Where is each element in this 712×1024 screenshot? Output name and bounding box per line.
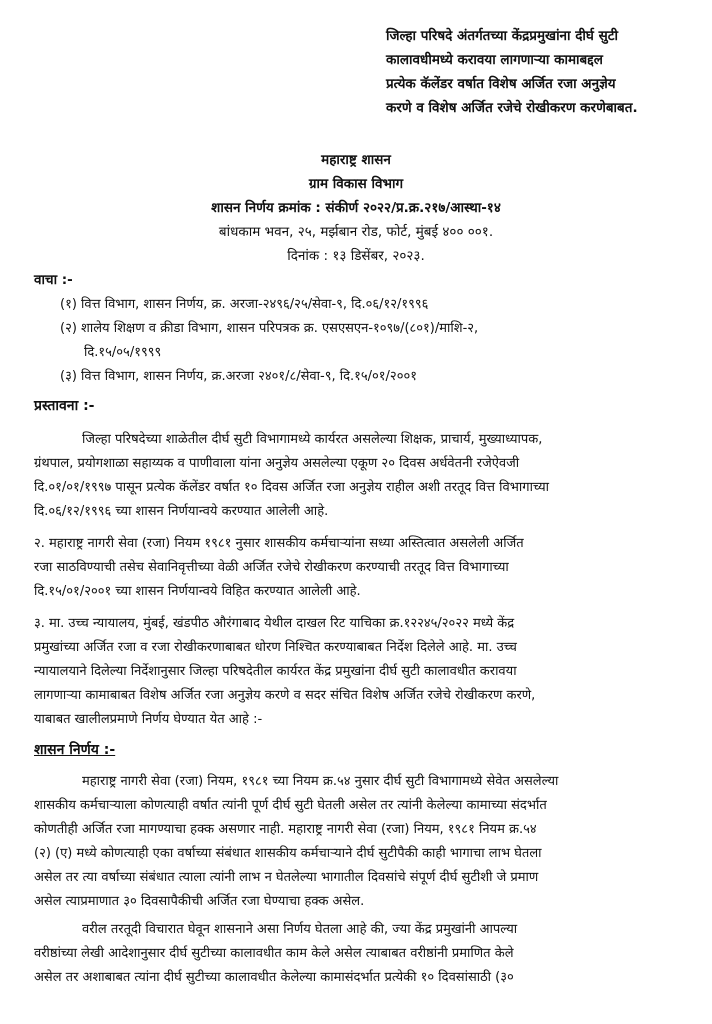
decision-paragraph-1 <box>34 770 684 914</box>
paragraph-line: असेल तर त्या वर्षाच्या संबंधात त्याला त्यांनी लाभ न घेतलेल्या भागातील दिवसांचे संपूर्ण दीर्घ सुटीशी जे प्रमाण <box>34 870 539 885</box>
paragraph-line: वरील तरतूदी विचारात घेवून शासनाने असा निर्णय घेतला आहे की, ज्या केंद्र प्रमुखांनी आपल्या <box>82 922 518 937</box>
subject-line: करणे व विशेष अर्जित रजेचे रोखीकरण करणेबाबत. <box>386 100 638 116</box>
office-address: बांधकाम भवन, २५, मर्झबान रोड, फोर्ट, मुंबई ४०० ००१. <box>218 224 494 240</box>
subject-line: जिल्हा परिषदे अंतर्गतच्या केंद्रप्रमुखांना दीर्घ सुटी <box>386 28 619 44</box>
issue-date: दिनांक : १३ डिसेंबर, २०२३. <box>287 248 425 264</box>
preamble-paragraph-3 <box>34 612 684 732</box>
decision-heading: शासन निर्णय :- <box>34 742 116 758</box>
paragraph-line: २. महाराष्ट्र नागरी सेवा (रजा) नियम १९८१ नुसार शासकीय कर्मचाऱ्यांना सध्या अस्तित्वात असलेली अर्जित <box>34 536 524 551</box>
references-label: वाचा :- <box>34 272 73 288</box>
department-name: ग्राम विकास विभाग <box>308 176 404 192</box>
paragraph-line: याबाबत खालीलप्रमाणे निर्णय घेण्यात येत आहे :- <box>34 712 263 727</box>
paragraph-line: जिल्हा परिषदेच्या शाळेतील दीर्घ सुटी विभागामध्ये कार्यरत असलेल्या शिक्षक, प्राचार्य, मुख्याध्यापक, <box>82 432 543 447</box>
paragraph-line: प्रमुखांच्या अर्जित रजा व रजा रोखीकरणाबाबत धोरण निश्चित करण्याबाबत निर्देश दिलेले आहे. मा. उच्च <box>34 640 517 655</box>
preamble-paragraph-1 <box>34 428 684 524</box>
paragraph-line: दि.०६/१२/१९९६ च्या शासन निर्णयान्वये करण्यात आलेली आहे. <box>34 504 329 519</box>
reference-item: (१) वित्त विभाग, शासन निर्णय, क्र. अरजा-२४९६/२५/सेवा-९, दि.०६/१२/१९९६ <box>60 297 429 312</box>
decision-paragraph-2 <box>34 918 684 990</box>
reference-item: (३) वित्त विभाग, शासन निर्णय, क्र.अरजा २४०१/८/सेवा-९, दि.१५/०१/२००१ <box>60 369 417 384</box>
paragraph-line: असेल तर अशाबाबत त्यांना दीर्घ सुटीच्या कालावधीत केलेल्या कामासंदर्भात प्रत्येकी १० दिवसांसाठी (३० <box>34 970 514 985</box>
reference-item: (२) शालेय शिक्षण व क्रीडा विभाग, शासन परिपत्रक क्र. एसएसएन-१०९७/(८०१)/माशि-२, <box>60 321 479 336</box>
subject-line: कालावधीमध्ये करावया लागणाऱ्या कामाबद्दल <box>386 52 603 68</box>
paragraph-line: रजा साठविण्याची तसेच सेवानिवृत्तीच्या वेळी अर्जित रजेचे रोखीकरण करण्याची तरतूद वित्त विभागाच्या <box>34 560 509 575</box>
paragraph-line: ३. मा. उच्च न्यायालय, मुंबई, खंडपीठ औरंगाबाद येथील दाखल रिट याचिका क्र.१२२४५/२०२२ मध्ये केंद्र <box>34 616 515 631</box>
subject-block <box>386 24 686 120</box>
paragraph-line: न्यायालयाने दिलेल्या निर्देशानुसार जिल्हा परिषदेतील कार्यरत केंद्र प्रमुखांना दीर्घ सुटी कालावधीत करावया <box>34 664 517 679</box>
gr-number: शासन निर्णय क्रमांक : संकीर्ण २०२२/प्र.क्र.२१७/आस्था-१४ <box>211 200 501 216</box>
paragraph-line: (२) (ए) मध्ये कोणत्याही एका वर्षाच्या संबंधात शासकीय कर्मचाऱ्याने दीर्घ सुटीपैकी काही भागाचा लाभ घेतला <box>34 846 542 861</box>
paragraph-line: दि.१५/०१/२००१ च्या शासन निर्णयान्वये विहित करण्यात आलेली आहे. <box>34 584 361 599</box>
paragraph-line: शासकीय कर्मचाऱ्याला कोणत्याही वर्षात त्यांनी पूर्ण दीर्घ सुटी घेतली असेल तर त्यांनी केलेल्या कामाच्या संदर्भात <box>34 798 547 813</box>
paragraph-line: महाराष्ट्र नागरी सेवा (रजा) नियम, १९८१ च्या नियम क्र.५४ नुसार दीर्घ सुटी विभागामध्ये सेवेत असलेल्या <box>82 774 559 789</box>
subject-line: प्रत्येक कॅलेंडर वर्षात विशेष अर्जित रजा अनुज्ञेय <box>386 76 616 92</box>
reference-item-continuation: दि.१५/०५/१९९९ <box>84 345 162 360</box>
preamble-heading: प्रस्तावना :- <box>34 398 95 414</box>
paragraph-line: कोणतीही अर्जित रजा मागण्याचा हक्क असणार नाही. महाराष्ट्र नागरी सेवा (रजा) नियम, १९८१ नियम क्र.५४ <box>34 822 537 837</box>
paragraph-line: असेल त्याप्रमाणात ३० दिवसापैकीची अर्जित रजा घेण्याचा हक्क असेल. <box>34 894 365 909</box>
paragraph-line: लागणाऱ्या कामाबाबत विशेष अर्जित रजा अनुज्ञेय करणे व सदर संचित विशेष अर्जित रजेचे रोखीकरण करणे, <box>34 688 536 703</box>
preamble-paragraph-2 <box>34 532 684 604</box>
paragraph-line: दि.०१/०१/१९९७ पासून प्रत्येक कॅलेंडर वर्षात १० दिवस अर्जित रजा अनुज्ञेय राहील अशी तरतूद वित्त विभागाच्या <box>34 480 550 495</box>
paragraph-line: वरीष्ठांच्या लेखी आदेशानुसार दीर्घ सुटीच्या कालावधीत काम केले असेल त्याबाबत वरीष्ठांनी प्रमाणित केले <box>34 946 514 961</box>
government-name: महाराष्ट्र शासन <box>321 152 391 168</box>
paragraph-line: ग्रंथपाल, प्रयोगशाळा सहाय्यक व पाणीवाला यांना अनुज्ञेय असलेल्या एकूण २० दिवस अर्धवेतनी रजेऐवजी <box>34 456 520 471</box>
